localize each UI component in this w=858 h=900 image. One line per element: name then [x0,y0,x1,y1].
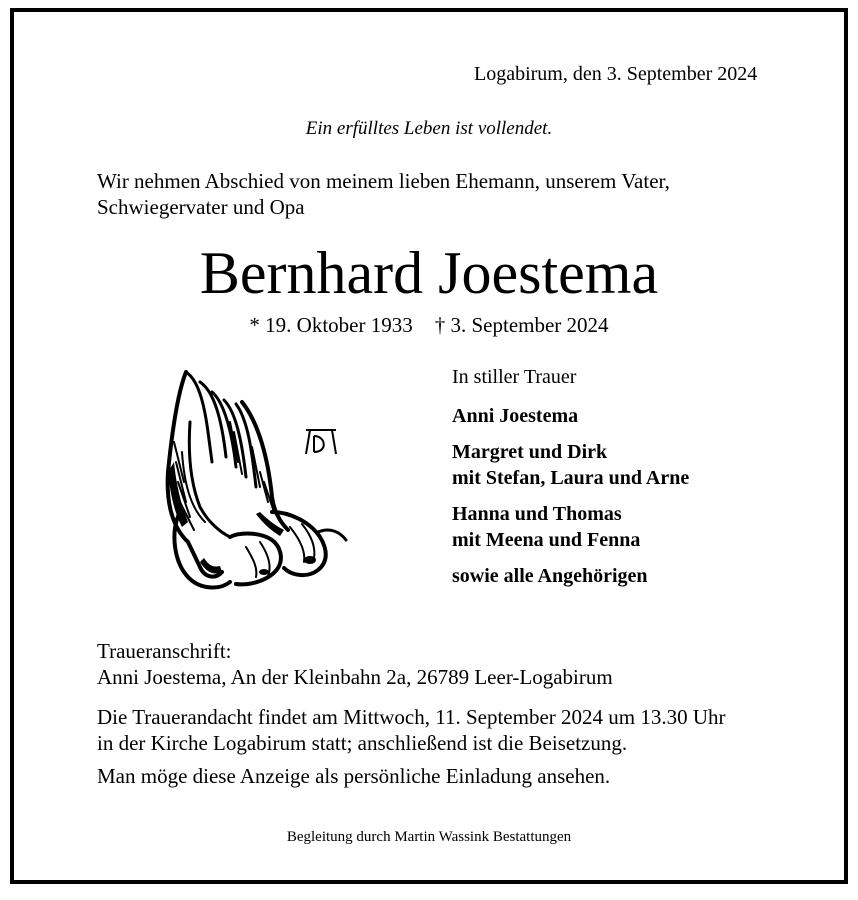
intro-text [97,168,777,220]
invitation-note: Man möge diese Anzeige als persönliche Einladung ansehen. [97,764,611,788]
intro-line: Schwiegervater und Opa [97,195,305,219]
mourner-group [452,439,689,491]
mourner-name: Anni Joestema [452,405,579,427]
address-line: Anni Joestema, An der Kleinbahn 2a, 26789 Leer-Logabirum [97,665,613,689]
life-dates [0,313,858,338]
service-line: Die Trauerandacht findet am Mittwoch, 11. September 2024 um 13.30 Uhr [97,705,726,729]
mourner-name: Hanna und Thomas [452,503,622,525]
mourning-address [97,638,613,690]
mourner-group [452,501,689,553]
mourner-group [452,563,689,589]
intro-line: Wir nehmen Abschied von meinem lieben Ehemann, unserem Vater, [97,169,670,193]
mourner-name: Margret und Dirk [452,441,608,463]
motto: Ein erfülltes Leben ist vollendet. [305,118,553,139]
praying-hands-icon [160,362,360,594]
mourner-name: mit Stefan, Laura und Arne [452,467,690,489]
service-line: in der Kirche Logabirum statt; anschließend ist die Beisetzung. [97,731,628,755]
mourning-heading: In stiller Trauer [452,366,577,388]
mourner-name: mit Meena und Fenna [452,529,641,551]
mourners-list [452,403,689,599]
death-date: † 3. September 2024 [434,313,609,337]
service-info [97,704,726,756]
mourner-name: sowie alle Angehörigen [452,565,648,587]
dateline: Logabirum, den 3. September 2024 [474,63,758,85]
durer-monogram-icon [306,430,336,454]
mourner-group [452,403,689,429]
funeral-home-credit: Begleitung durch Martin Wassink Bestattungen [286,829,572,845]
address-label: Traueranschrift: [97,639,232,663]
deceased-name: Bernhard Joestema [199,240,659,306]
birth-date: * 19. Oktober 1933 [249,313,413,337]
